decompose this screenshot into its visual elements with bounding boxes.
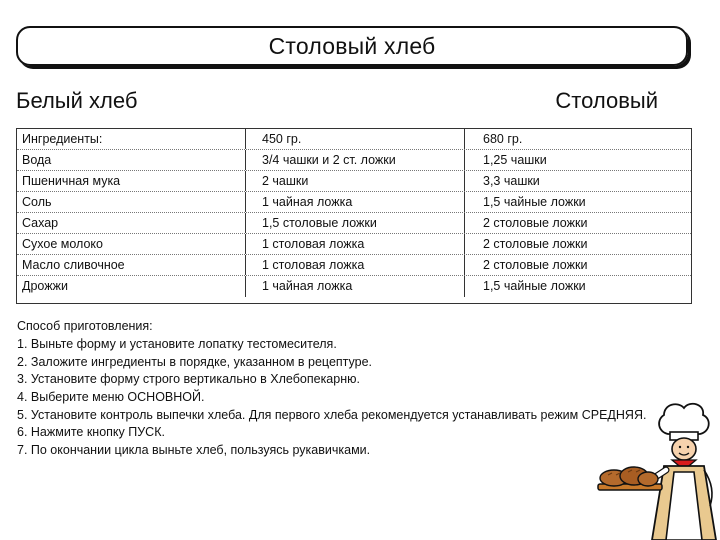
table-row <box>17 150 691 171</box>
chef-with-bread-icon <box>584 398 720 540</box>
ingredient-name: Соль <box>17 192 246 212</box>
amount-680: 2 столовые ложки <box>483 237 588 251</box>
method-step: 2. Заложите ингредиенты в порядке, указанном в рецептуре. <box>17 354 373 369</box>
table-header-row <box>17 129 691 150</box>
table-header-cell: 450 гр. <box>246 129 465 149</box>
ingredient-name: Масло сливочное <box>17 255 246 275</box>
amount-450: 1,5 столовые ложки <box>246 213 465 233</box>
amount-450: 1 столовая ложка <box>246 255 465 275</box>
amount-680: 2 столовые ложки <box>483 216 588 230</box>
ingredient-name: Вода <box>17 150 246 170</box>
bread-variant-label: Столовый <box>555 88 658 113</box>
amount-450: 1 чайная ложка <box>246 276 465 297</box>
table-row <box>17 171 691 192</box>
method-step: 4. Выберите меню ОСНОВНОЙ. <box>17 390 205 405</box>
table-row <box>17 276 691 297</box>
table-header-cell: Ингредиенты: <box>17 129 246 149</box>
bread-type-label: Белый хлеб <box>16 88 138 113</box>
table-row <box>17 213 691 234</box>
amount-450: 1 чайная ложка <box>246 192 465 212</box>
method-step: 3. Установите форму строго вертикально в Хлебопекарню. <box>17 372 360 387</box>
title-box <box>16 26 688 66</box>
ingredient-name: Пшеничная мука <box>17 171 246 191</box>
amount-450: 2 чашки <box>246 171 465 191</box>
amount-680: 2 столовые ложки <box>483 258 588 272</box>
table-row <box>17 192 691 213</box>
table-header-cell: 680 гр. <box>483 132 523 146</box>
amount-680: 1,25 чашки <box>483 153 547 167</box>
method-step: 1. Выньте форму и установите лопатку тестомесителя. <box>17 337 337 351</box>
ingredient-name: Сухое молоко <box>17 234 246 254</box>
ingredient-name: Сахар <box>17 213 246 233</box>
method-step: 6. Нажмите кнопку ПУСК. <box>17 425 165 440</box>
ingredient-name: Дрожжи <box>17 276 246 297</box>
page-title: Столовый хлеб <box>268 32 436 59</box>
ingredients-table <box>16 128 692 304</box>
method-step: 7. По окончании цикла выньте хлеб, пользуясь рукавичками. <box>17 443 371 458</box>
amount-450: 1 столовая ложка <box>246 234 465 254</box>
amount-680: 3,3 чашки <box>483 174 540 188</box>
table-row <box>17 234 691 255</box>
amount-680: 1,5 чайные ложки <box>483 279 586 293</box>
method-heading: Способ приготовления: <box>17 319 153 333</box>
method-step: 5. Установите контроль выпечки хлеба. Для первого хлеба рекомендуется устанавливать режим СРЕДНЯЯ. <box>17 407 647 422</box>
amount-450: 3/4 чашки и 2 ст. ложки <box>246 150 465 170</box>
amount-680: 1,5 чайные ложки <box>483 195 586 209</box>
table-row <box>17 255 691 276</box>
